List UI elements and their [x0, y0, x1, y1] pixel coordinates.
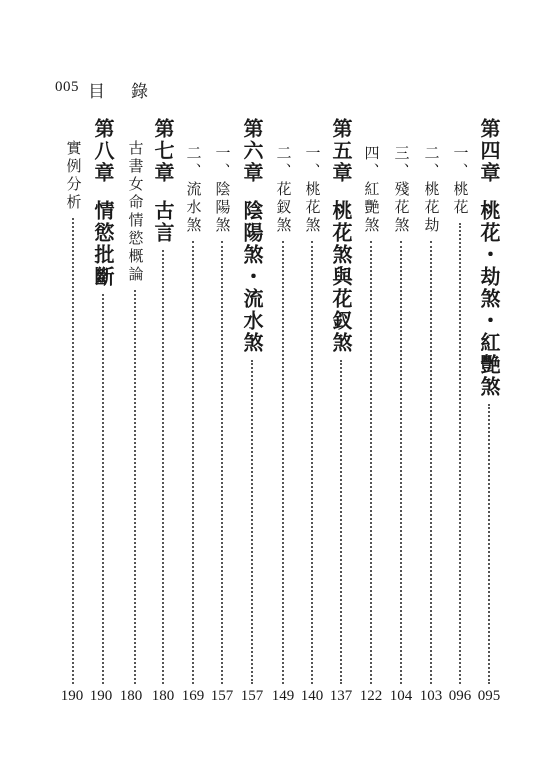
dot-leader	[430, 241, 432, 684]
chapter-number: 第七章	[151, 118, 175, 184]
entry-label: 一、桃花	[451, 145, 470, 217]
entry-label: 古書女命情慾概論	[126, 140, 145, 284]
toc-page-number: 190	[60, 688, 84, 704]
toc-page-number: 104	[389, 688, 413, 704]
entry-label: 一、桃花煞	[303, 145, 322, 235]
toc-page-number: 149	[271, 688, 295, 704]
toc-entry	[358, 118, 384, 684]
dot-leader	[162, 250, 164, 684]
chapter-title: 桃花・劫煞・紅艷煞	[477, 200, 501, 398]
chapter-number: 第四章	[477, 118, 501, 184]
toc-page-number: 137	[329, 688, 353, 704]
dot-leader	[400, 241, 402, 684]
dot-leader	[311, 241, 313, 684]
toc-page-number: 140	[300, 688, 324, 704]
toc-entry	[209, 118, 235, 684]
toc-entry	[60, 118, 86, 684]
toc-entry	[388, 118, 414, 684]
header-page-number: 005	[55, 79, 79, 95]
toc-chapter-heading	[90, 118, 116, 684]
dot-leader	[192, 241, 194, 684]
toc-entry	[270, 118, 296, 684]
dot-leader	[134, 290, 136, 684]
entry-label: 二、桃花劫	[422, 145, 441, 235]
toc-entry	[299, 118, 325, 684]
entry-label: 三、殘花煞	[392, 145, 411, 235]
toc-page-number: 180	[151, 688, 175, 704]
toc-entry	[180, 118, 206, 684]
toc-chapter-heading	[476, 118, 502, 684]
chapter-number: 第五章	[329, 118, 353, 184]
chapter-title: 陰陽煞・流水煞	[240, 200, 264, 354]
dot-leader	[72, 218, 74, 684]
dot-leader	[251, 360, 253, 684]
toc-page-number: 096	[448, 688, 472, 704]
chapter-number: 第八章	[91, 118, 115, 184]
chapter-title: 古言	[151, 200, 175, 244]
toc-chapter-heading	[328, 118, 354, 684]
chapter-title: 情慾批斷	[91, 200, 115, 288]
entry-label: 二、花釵煞	[274, 145, 293, 235]
toc-chapter-heading	[150, 118, 176, 684]
toc-page-number: 157	[240, 688, 264, 704]
toc-page-number: 190	[89, 688, 113, 704]
dot-leader	[488, 404, 490, 684]
toc-entry	[447, 118, 473, 684]
dot-leader	[282, 241, 284, 684]
entry-label: 二、流水煞	[184, 145, 203, 235]
entry-label: 一、陰陽煞	[213, 145, 232, 235]
dot-leader	[459, 223, 461, 684]
toc-page-number: 180	[119, 688, 143, 704]
dot-leader	[340, 360, 342, 684]
toc-page-number: 122	[359, 688, 383, 704]
chapter-number: 第六章	[240, 118, 264, 184]
entry-label: 四、紅艷煞	[362, 145, 381, 235]
toc-page-number: 095	[477, 688, 501, 704]
toc-page-number: 169	[181, 688, 205, 704]
toc-page-number: 103	[419, 688, 443, 704]
toc-entry	[418, 118, 444, 684]
toc-entry	[122, 118, 148, 684]
dot-leader	[370, 241, 372, 684]
header-title-char: 目	[88, 82, 105, 101]
dot-leader	[102, 294, 104, 684]
dot-leader	[221, 241, 223, 684]
header-title-char: 錄	[131, 82, 148, 101]
toc-chapter-heading	[239, 118, 265, 684]
entry-label: 實例分析	[64, 140, 83, 212]
toc-page-number: 157	[210, 688, 234, 704]
chapter-title: 桃花煞與花釵煞	[329, 200, 353, 354]
